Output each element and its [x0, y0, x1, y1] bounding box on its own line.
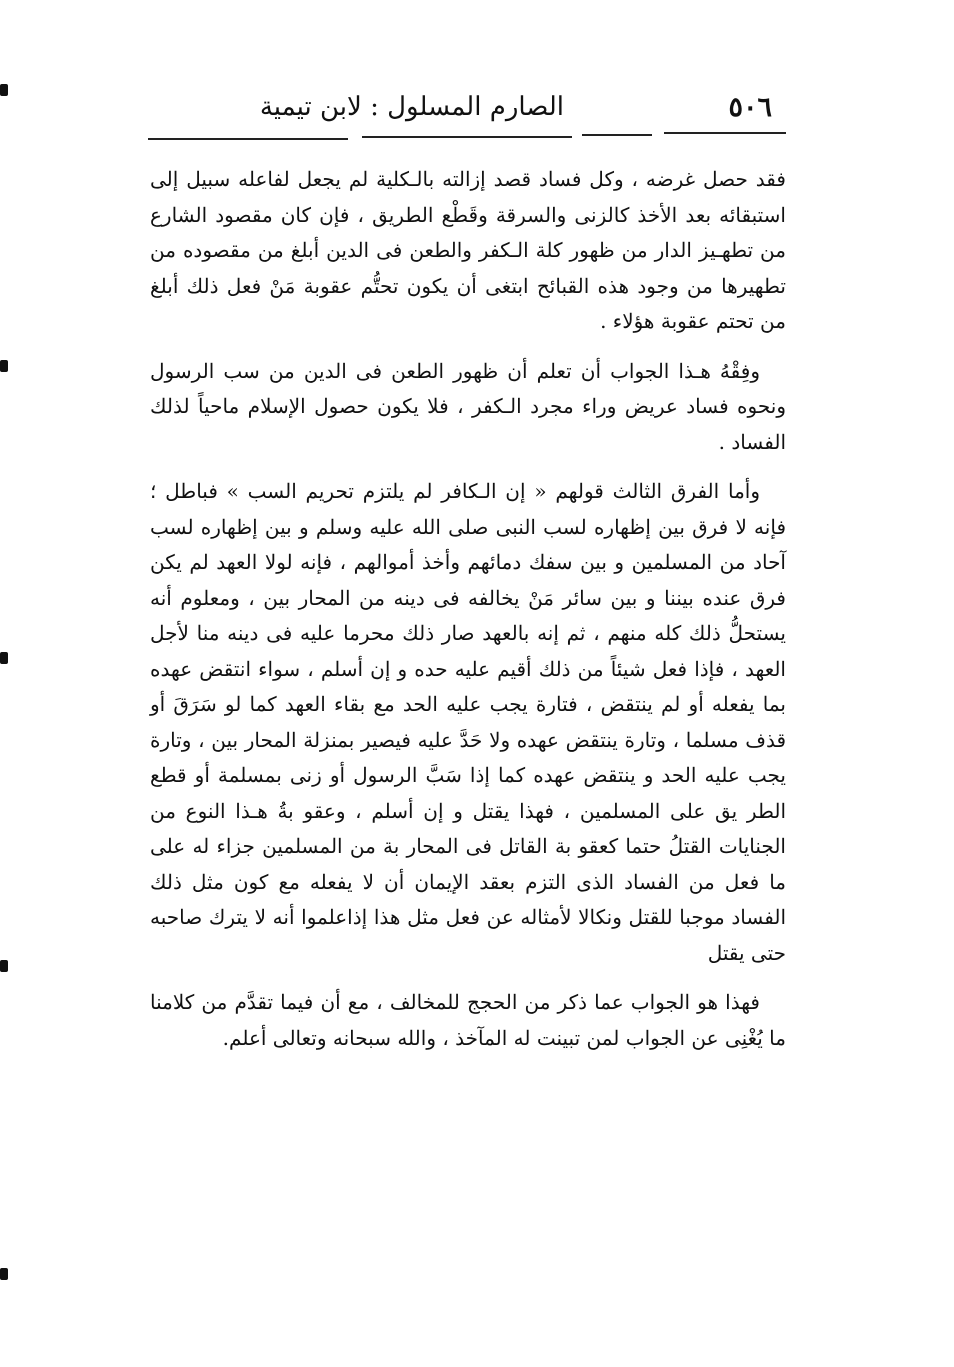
page-number: ٥٠٦	[728, 92, 772, 123]
paragraph: وأما الفرق الثالث قولهم « إن الـكافر لم يلتزم تحريم السب » فباطل ؛ فإنه لا فرق بين إظهاره لسب النبى صلى الله عليه وسلم و بين إظهاره لسب آحاد من المسلمين و بين سفك دمائهم وأخذ أموالهم ، فإنه لولا العهد لم يكن فرق عنده بيننا و بين سائر مَنْ يخالفه فى دينه من المحار بين ، ومعلوم أنه يستحلُّ ذلك كله منهم ، ثم إنه بالعهد صار ذلك محرما عليه فى دينه منا لأجل العهد ، فإذا فعل شيئاً من ذلك أقيم عليه حده و إن أسلم ، سواء انتقض عهده بما يفعله أو لم ينتقض ، فتارة يجب عليه الحد مع بقاء العهد كما لو سَرَقَ أو قذف مسلما ، وتارة ينتقض عهده ولا حَدَّ عليه فيصير بمنزلة المحار بين ، وتارة يجب عليه الحد و ينتقض عهده كما إذا سَبَّ الرسول أو زنى بمسلمة أو قطع الطر يق على المسلمين ، فهذا يقتل و إن أسلم ، وعقو بةُ هـذا النوع من الجنايات القتلُ حتما كعقو بة القاتل فى المحار بة من المسلمين جزاء له على ما فعل من الفساد الذى التزم بعقد الإيمان أن لا يفعله مع كون مثل ذلك الفساد موجبا للقتل ونكالا لأمثاله عن فعل مثل هذا إذاعلموا أنه لا يترك صاحبه حتى يقتل	[150, 479, 787, 965]
paragraph: وفِقْهُ هـذا الجواب أن تعلم أن ظهور الطعن فى الدين من سب الرسول ونحوه فساد عريض وراء مجرد الـكفر ، فلا يكون حصول الإسلام ماحياً لذلك الفساد .	[150, 358, 786, 454]
page-header	[150, 86, 786, 136]
paragraph: فهذا هو الجواب عما ذكر من الحجج للمخالف ، مع أن فيما تقدَّم من كلامنا ما يُغْنِى عن الجواب لمن تبينت له المآخذ ، والله سبحانه وتعالى أعلم.	[150, 990, 786, 1050]
header-rule	[664, 132, 786, 134]
margin-mark	[0, 360, 8, 372]
paragraph: فقد حصل غرضه ، وكل فساد قصد إزالته بالـكلية لم يجعل لفاعله سبيل إلى استبقائه بعد الأخذ كالزنى والسرقة وقَطْع الطريق ، فإن كان مقصود الشارع من تطهـيز الدار من ظهور كلة الـكفر والطعن فى الدين أبلغ من مقصوده من تطهيرها من وجود هذه القبائح ابتغى أن يكون تحتُّم عقوبة مَنْ فعل ذلك أبلغ من تحتم عقوبة هؤلاء .	[150, 167, 786, 333]
header-rule	[148, 138, 348, 140]
body-text	[150, 162, 786, 1056]
header-rule	[362, 136, 572, 138]
margin-mark	[0, 84, 8, 96]
running-title: الصارم المسلول : لابن تيمية	[259, 92, 564, 122]
header-rule	[582, 134, 652, 136]
margin-mark	[0, 652, 8, 664]
margin-mark	[0, 960, 8, 972]
margin-mark	[0, 1268, 8, 1280]
